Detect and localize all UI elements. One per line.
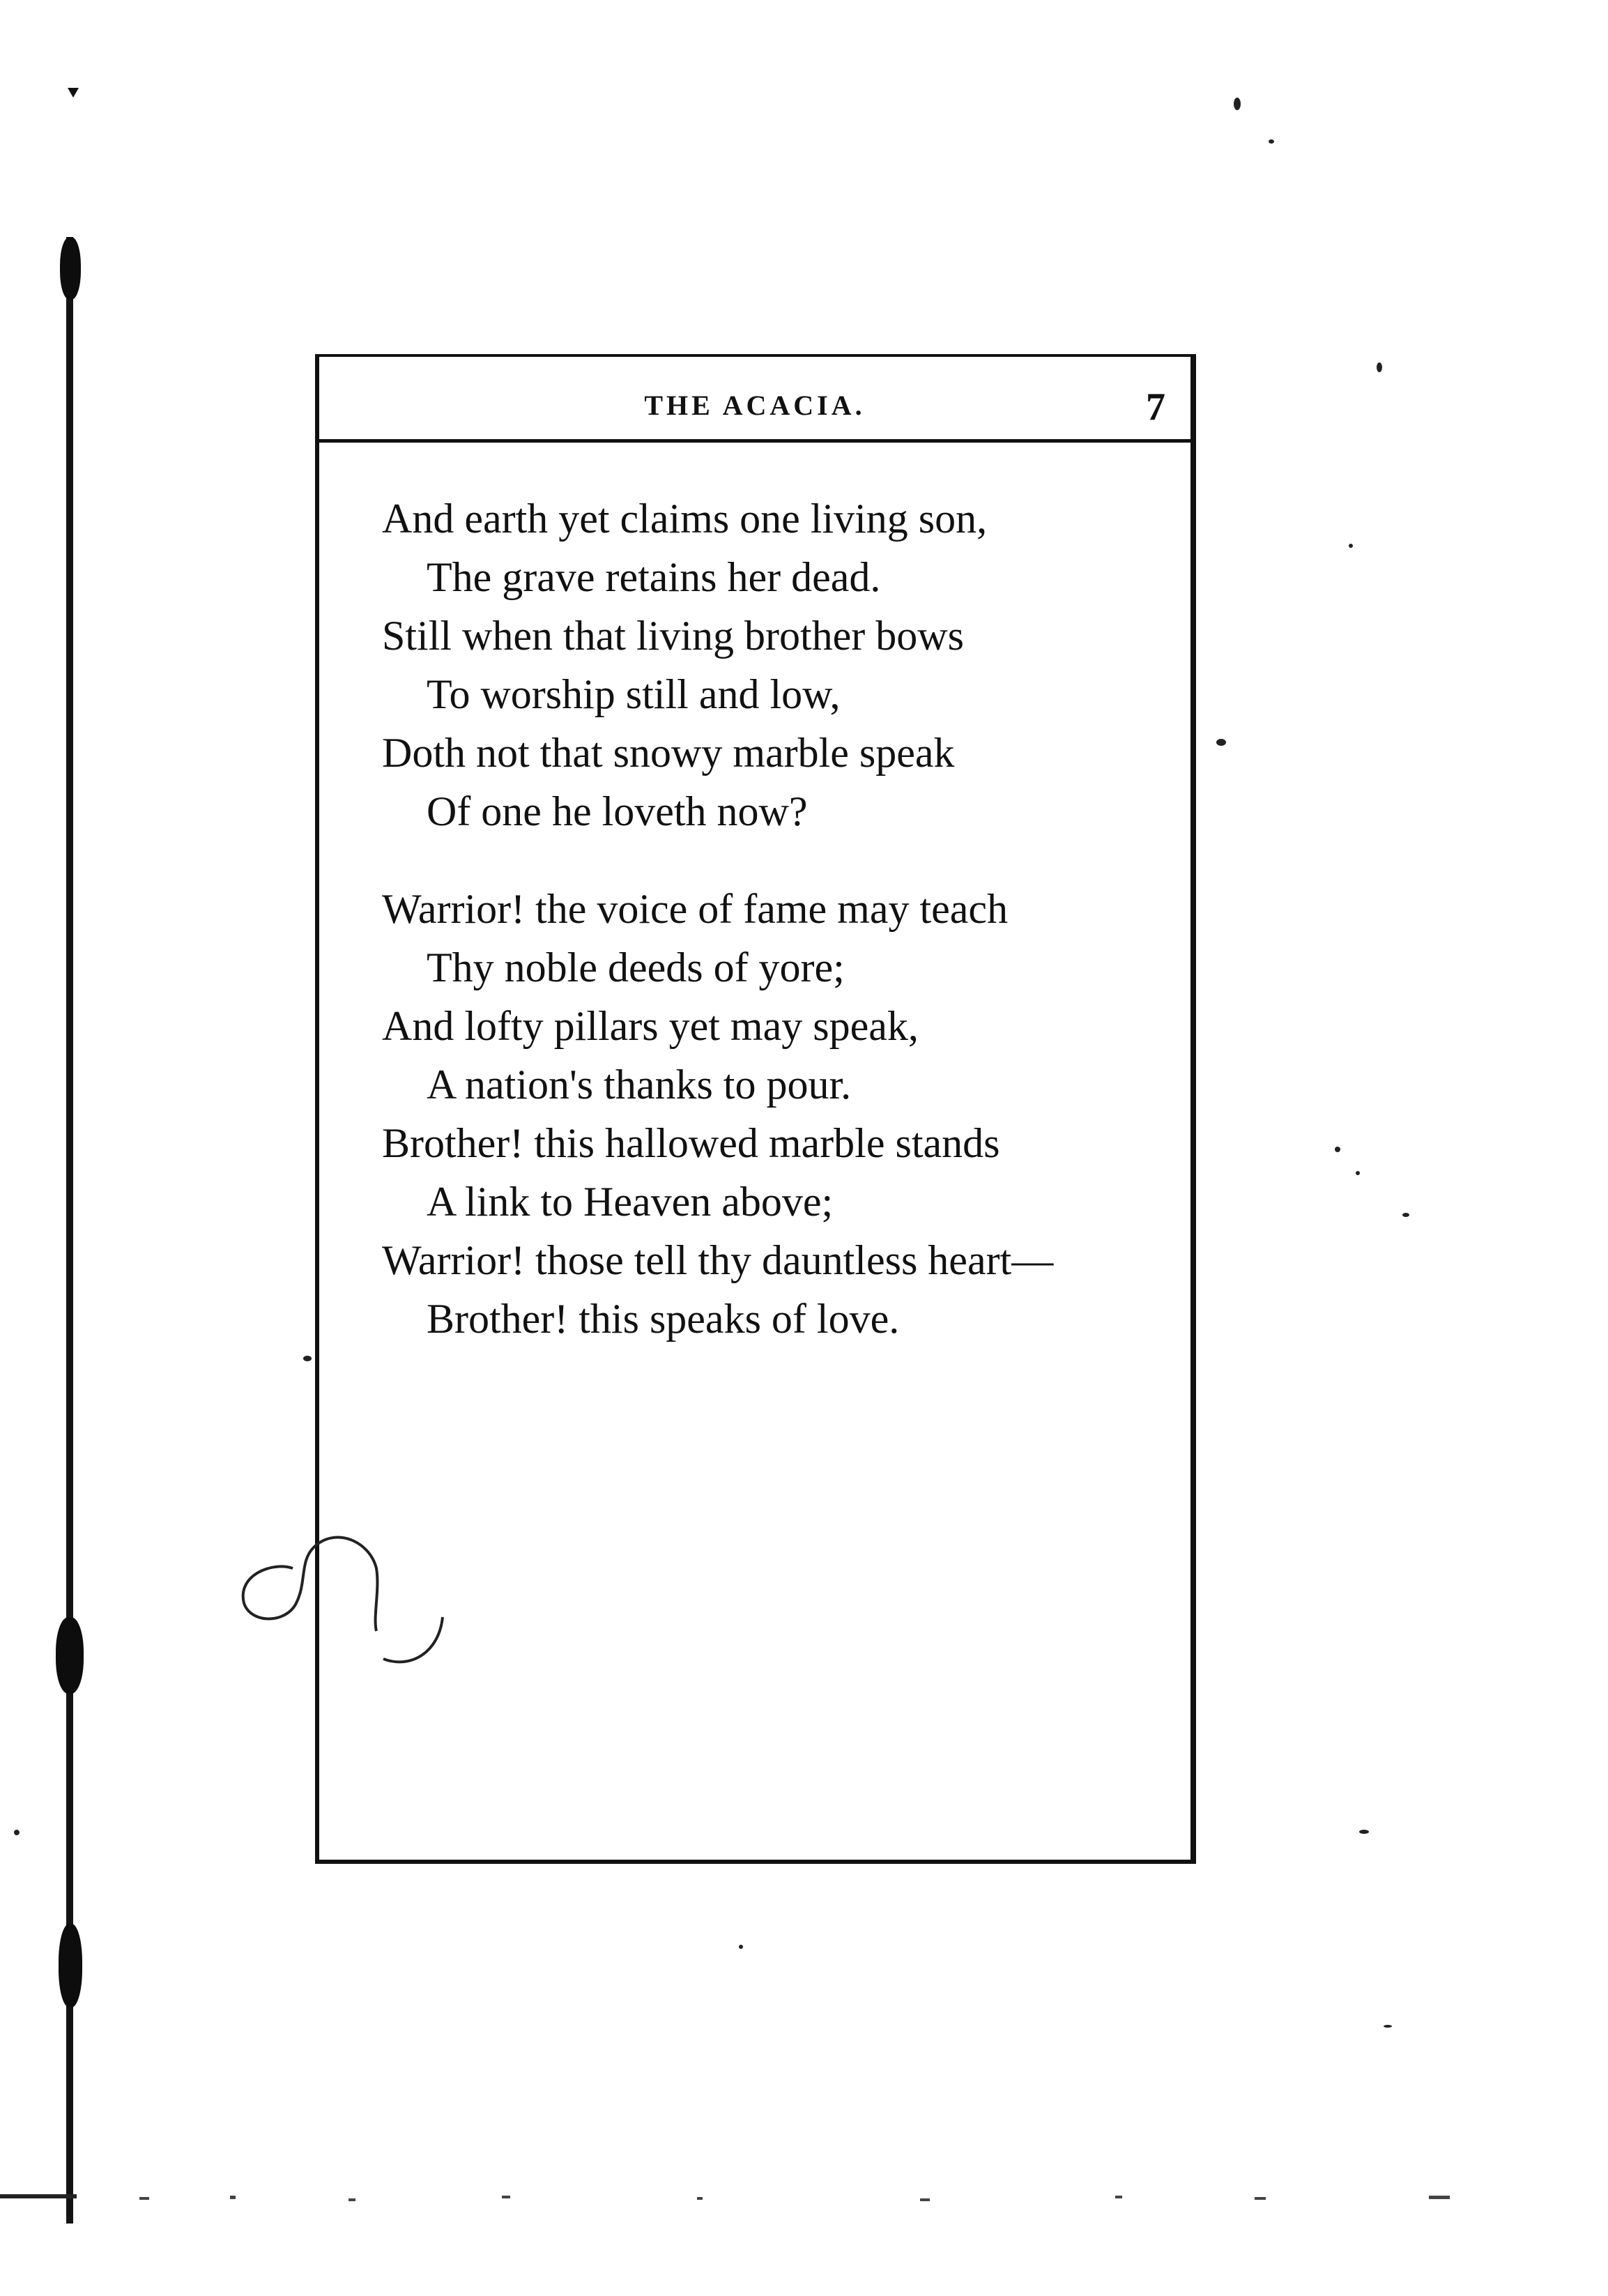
stanza (382, 880, 1170, 1348)
ink-blot (56, 1617, 84, 1694)
ink-speck (1356, 1171, 1360, 1175)
stanza (382, 489, 1170, 841)
verse-line: And lofty pillars yet may speak, (382, 1003, 919, 1049)
ink-speck (1349, 544, 1353, 548)
ink-speck (1216, 739, 1226, 746)
verse-line: Brother! this speaks of love. (427, 1296, 900, 1342)
verse-line: Warrior! those tell thy dauntless heart— (382, 1237, 1054, 1283)
ink-speck (1384, 2025, 1392, 2028)
verse-line: To worship still and low, (427, 671, 841, 717)
running-title: THE ACACIA. (644, 390, 866, 421)
ink-speck (1402, 1213, 1409, 1217)
ink-speck (303, 1356, 312, 1361)
verse-line: Warrior! the voice of fame may teach (382, 886, 1009, 932)
verse-line: Thy noble deeds of yore; (427, 944, 845, 990)
verse-line: The grave retains her dead. (427, 554, 881, 600)
poem-body (382, 489, 1170, 1348)
running-head (319, 385, 1190, 427)
ink-speck (1377, 362, 1382, 372)
ink-speck (1269, 139, 1274, 144)
ink-blot (59, 1924, 82, 2007)
ink-speck (1359, 1830, 1369, 1834)
verse-line: A nation's thanks to pour. (427, 1062, 852, 1108)
page-number: 7 (1146, 385, 1165, 429)
bottom-edge-noise (0, 2182, 1608, 2210)
verse-line: A link to Heaven above; (427, 1179, 834, 1225)
ink-blot (60, 237, 81, 300)
corner-mark (68, 88, 79, 98)
verse-line: Brother! this hallowed marble stands (382, 1120, 1000, 1166)
ink-speck (1234, 98, 1241, 110)
ink-speck (1335, 1147, 1340, 1152)
header-rule (319, 439, 1190, 443)
verse-line: Doth not that snowy marble speak (382, 730, 955, 776)
verse-line: And earth yet claims one living son, (382, 496, 988, 542)
verse-line: Still when that living brother bows (382, 613, 964, 659)
verse-line: Of one he loveth now? (427, 788, 808, 834)
pen-scribble (230, 1520, 453, 1673)
ink-speck (14, 1830, 20, 1835)
ink-speck (739, 1945, 743, 1949)
